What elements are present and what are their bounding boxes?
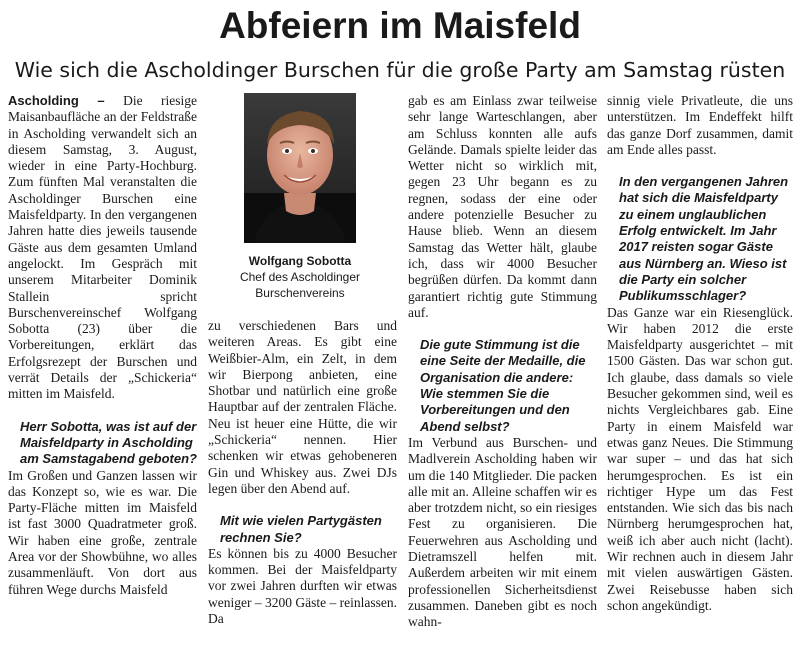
photo-caption-role-line-2: Burschenvereins bbox=[255, 286, 345, 300]
photo-caption-name: Wolfgang Sobotta bbox=[248, 254, 352, 268]
answer-3-continued: sinnig viele Privatleute, die uns unterstützen. Im Endeffekt hilft das ganze Dorf zusammen, damit am Ende alles passt. bbox=[607, 93, 793, 157]
answer-4: Das Ganze war ein Riesenglück. Wir haben 2012 die erste Maisfeldparty ausgerichtet – mit 1500 Gästen. Das war schon gut. Ich glaube, dass damals so viele Besucher gekommen sind, weil es nichts Vergleichbares gab. Eine Party in einem Maisfeld war etwas ganz Neues. Die Stimmung war super – und das hat sich herumgesprochen. Es ist ein richtiger Hype um das Fest entstanden. Wie sich das bis nach Nürnberg herumgesprochen hat, weiß ich aber auch nicht (lacht). Wir rechnen auch in diesem Jahr mit vielen auswärtigen Gästen. Zwei Reisebusse haben sich schon angekündigt. bbox=[607, 304, 793, 613]
article-column-4 bbox=[607, 93, 793, 665]
question-2: Mit wie vielen Partygästen rechnen Sie? bbox=[220, 513, 382, 545]
portrait-photo bbox=[244, 93, 356, 243]
answer-1: Im Großen und Ganzen lassen wir das Konzept so, wie es war. Die Party-Fläche mitten im Maisfeld ist fast 3000 Quadratmeter groß. Wir haben eine große, zentrale Area vor der Showbühne, wo alles zusammenläuft. Von dort aus führen Wege durchs Maisfeld bbox=[8, 467, 197, 597]
article-column-2 bbox=[208, 318, 397, 665]
question-4: In den vergangenen Jahren hat sich die Maisfeldparty zu einem unglaublichen Erfolg entwickelt. Im Jahr 2017 reisten sogar Gäste aus Nürnberg an. Wieso ist die Party ein solcher Publikumsschlager? bbox=[619, 174, 789, 304]
photo-caption-role bbox=[210, 269, 390, 301]
answer-3: Im Verbund aus Burschen- und Madlverein Ascholding haben wir um die 140 Mitglieder. Die packen alle mit an. Alleine schaffen wir es aber trotzdem nicht, so ein riesiges Fest zu organisieren. Die Feuerwehren aus Ascholding und Dietramszell helfen mit. Außerdem arbeiten wir mit einem professionellen Sicherheitsdienst zusammen. Daneben gibt es noch wahn- bbox=[408, 434, 597, 630]
portrait-image bbox=[244, 93, 356, 243]
photo-caption-role-line-1: Chef des Ascholdinger bbox=[239, 270, 361, 284]
subheadline: Wie sich die Ascholdinger Burschen für die große Party am Samstag rüsten bbox=[14, 58, 786, 82]
article-column-3 bbox=[408, 93, 597, 665]
article-column-1 bbox=[8, 93, 197, 665]
intro-text: Die riesige Maisanbaufläche an der Feldstraße in Ascholding verwandelt sich an diesem Samstag, 3. August, wieder in eine Party-Hochburg. Zum fünften Mal veranstalten die Ascholdinger Burschen eine Maisfeldparty. In den vergangenen Jahren hatte dies jeweils tausende Gäste aus dem gesamten Umland angelockt. Im Gespräch mit unserem Mitarbeiter Dominik Stallein spricht Burschenvereinschef Wolfgang Sobotta (23) über die Vorbereitungen, erklärt das Erfolgsrezept der Burschen und verrät Details der „Schickeria“ mitten im Maisfeld. bbox=[8, 93, 197, 402]
dateline: Ascholding – bbox=[8, 93, 105, 108]
headline: Abfeiern im Maisfeld bbox=[219, 5, 581, 46]
question-1: Herr Sobotta, was ist auf der Maisfeldparty in Ascholding am Samstagabend geboten? bbox=[20, 418, 197, 467]
answer-2-continued: gab es am Einlass zwar teilweise sehr lange Warteschlangen, aber am Schluss konnten alle aufs Gelände. Damals spielte leider das Wetter nicht so wirklich mit, gegen 23 Uhr begann es zu regnen, sodass der eine oder andere potenzielle Besucher zu Hause blieb. Wenn an diesem Samstag das Wetter hält, glaube ich, dass wir 4000 Besucher begrüßen dürfen. Da kommt dann garantiert richtig gute Stimmung auf. bbox=[408, 93, 597, 320]
answer-2: Es können bis zu 4000 Besucher kommen. Bei der Maisfeldparty vor zwei Jahren durften wir etwas weniger – 3200 Gäste – reinlassen. Da bbox=[208, 545, 397, 627]
intro-paragraph bbox=[8, 93, 197, 403]
question-3: Die gute Stimmung ist die eine Seite der Medaille, die Organisation die andere: Wie stemmen Sie die Vorbereitungen und den Abend selbst? bbox=[420, 337, 586, 434]
answer-1-continued: zu verschiedenen Bars und weiteren Areas. Es gibt eine Weißbier-Alm, ein Zelt, in dem wir Bierpong anbieten, eine Shotbar und natürlich eine große Hauptbar auf der zentralen Fläche. Neu ist heuer eine Hütte, die wir „Schickeria“ nennen. Hier schenken wir etwas gehobeneren Gin und Whiskey aus. Zwei DJs legen über den Abend auf. bbox=[208, 318, 397, 496]
